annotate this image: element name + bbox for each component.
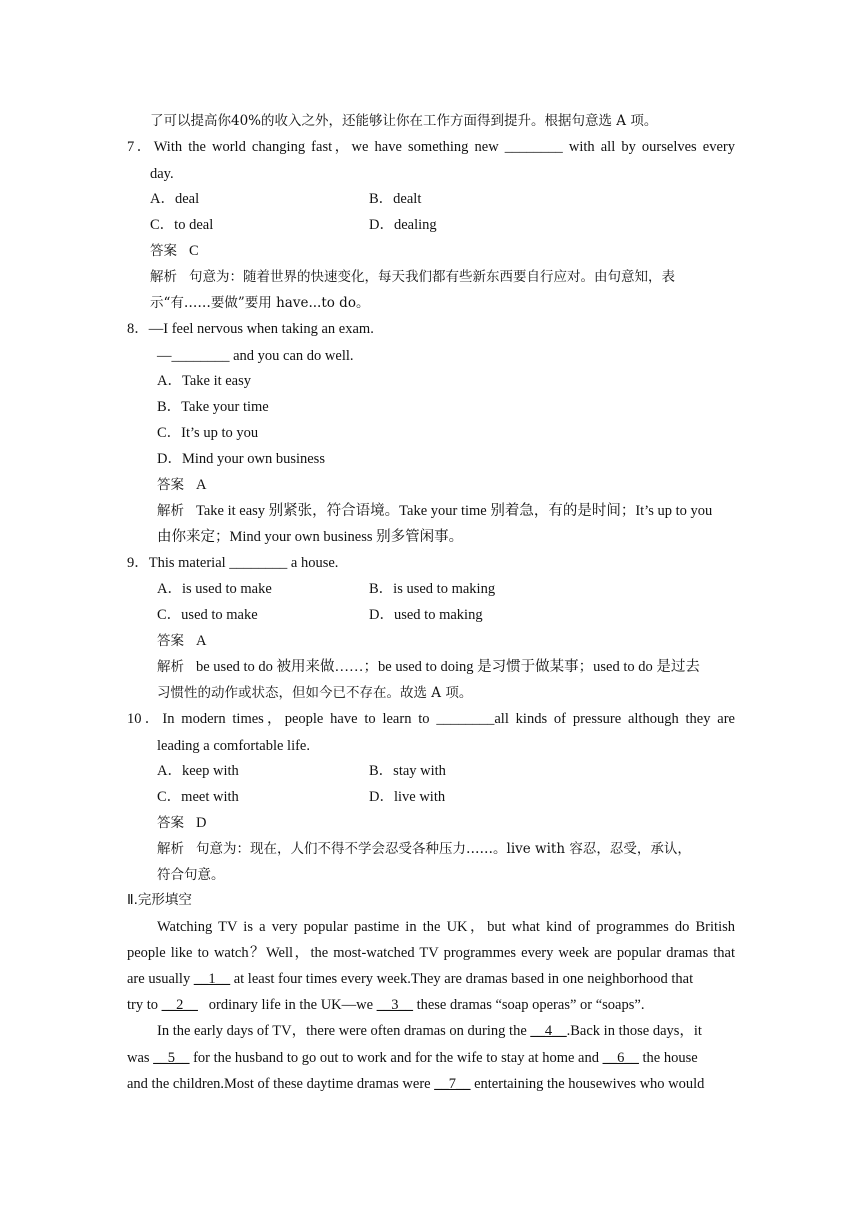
answer-line [157,813,206,833]
blank-3: __3__ [376,997,413,1013]
option-a: A．keep with [157,763,239,779]
option-b: B．stay with [369,763,446,779]
text-line: 了可以提高你40%的收入之外，还能够让你在工作方面得到提升。根据句意选 A 项。 [150,113,658,129]
option-c: C．to deal [150,217,214,233]
explanation-label: 解析 [157,841,184,857]
question-9-stem: 9．This material ________ a house. [127,555,339,571]
explanation-line-cont: 符合句意。 [157,867,225,883]
explanation-line: 解析 Take it easy 别紧张，符合语境。Take your time 别着急，有的是时间；It’s up to you [157,503,713,519]
blank-4: __4__ [530,1023,567,1039]
answer-value: C [189,243,199,259]
question-8-stem: 8．—I feel nervous when taking an exam. [127,321,374,337]
option-d: D．live with [369,789,446,805]
option-b: B．is used to making [369,581,496,597]
answer-line [157,631,206,651]
answer-line [157,475,206,495]
passage-line: and the children.Most of these daytime dramas were __7__ entertaining the housewives who would [127,1076,705,1092]
explanation-label: 解析 [150,269,177,285]
blank-6: __6__ [602,1050,639,1066]
option-c: C．It’s up to you [157,425,259,441]
option-a: A．Take it easy [157,373,252,389]
answer-label: 答案 [157,815,184,831]
question-7-stem-cont: day. [150,166,174,182]
explanation-line-cont: 由你来定；Mind your own business 别多管闲事。 [157,529,464,545]
explanation-line: 解析 句意为：随着世界的快速变化，每天我们都有些新东西要自行应对。由句意知，表 [150,269,675,285]
option-c: C．used to make [157,607,258,623]
passage-line: In the early days of TV，there were often dramas on during the __4__.Back in those days，it [157,1023,702,1039]
option-d: D．used to making [369,607,483,623]
option-a: A．deal [150,191,200,207]
answer-label: 答案 [157,477,184,493]
blank-7: __7__ [434,1076,471,1092]
explanation-line: 解析 句意为：现在，人们不得不学会忍受各种压力……。live with 容忍，忍受，承认， [157,841,691,857]
passage-line: try to __2__ ordinary life in the UK—we __3__ these dramas “soap operas” or “soaps”. [127,997,645,1013]
option-b: B．Take your time [157,399,269,415]
passage-line: was __5__ for the husband to go out to work and for the wife to stay at home and __6__ the house [127,1050,698,1066]
answer-label: 答案 [150,243,177,259]
answer-label: 答案 [157,633,184,649]
answer-line [150,241,199,261]
question-10-stem-cont: leading a comfortable life. [157,738,310,754]
explanation-label: 解析 [157,659,184,675]
answer-value: D [196,815,207,831]
explanation-line-cont: 示“有……要做”要用 have...to do。 [150,295,370,311]
question-7-stem: 7．With the world changing fast，we have something new ________ with all by ourselves every [127,139,735,155]
explanation-line-cont: 习惯性的动作或状态，但如今已不存在。故选 A 项。 [157,685,473,701]
question-10-stem: 10．In modern times，people have to learn to ________all kinds of pressure although they are [127,711,735,727]
option-b: B．dealt [369,191,422,207]
blank-2: __2__ [161,997,198,1013]
option-d: D．Mind your own business [157,451,325,467]
explanation-line: 解析 be used to do 被用来做……；be used to doing 是习惯于做某事；used to do 是过去 [157,659,700,675]
passage-line: people like to watch？Well，the most-watched TV programmes every week are popular dramas that [127,945,735,961]
option-d: D．dealing [369,217,437,233]
option-a: A．is used to make [157,581,272,597]
blank-5: __5__ [153,1050,190,1066]
answer-value: A [196,633,207,649]
blank-1: __1__ [193,971,231,987]
passage-line: Watching TV is a very popular pastime in the UK，but what kind of programmes do British [157,919,735,935]
question-8-reply: —________ and you can do well. [157,348,354,364]
explanation-label: 解析 [157,503,184,519]
passage-line: are usually __1__ at least four times every week.They are dramas based in one neighborhood that [127,971,694,987]
answer-value: A [196,477,207,493]
option-c: C．meet with [157,789,239,805]
section-heading: Ⅱ.完形填空 [127,892,192,908]
